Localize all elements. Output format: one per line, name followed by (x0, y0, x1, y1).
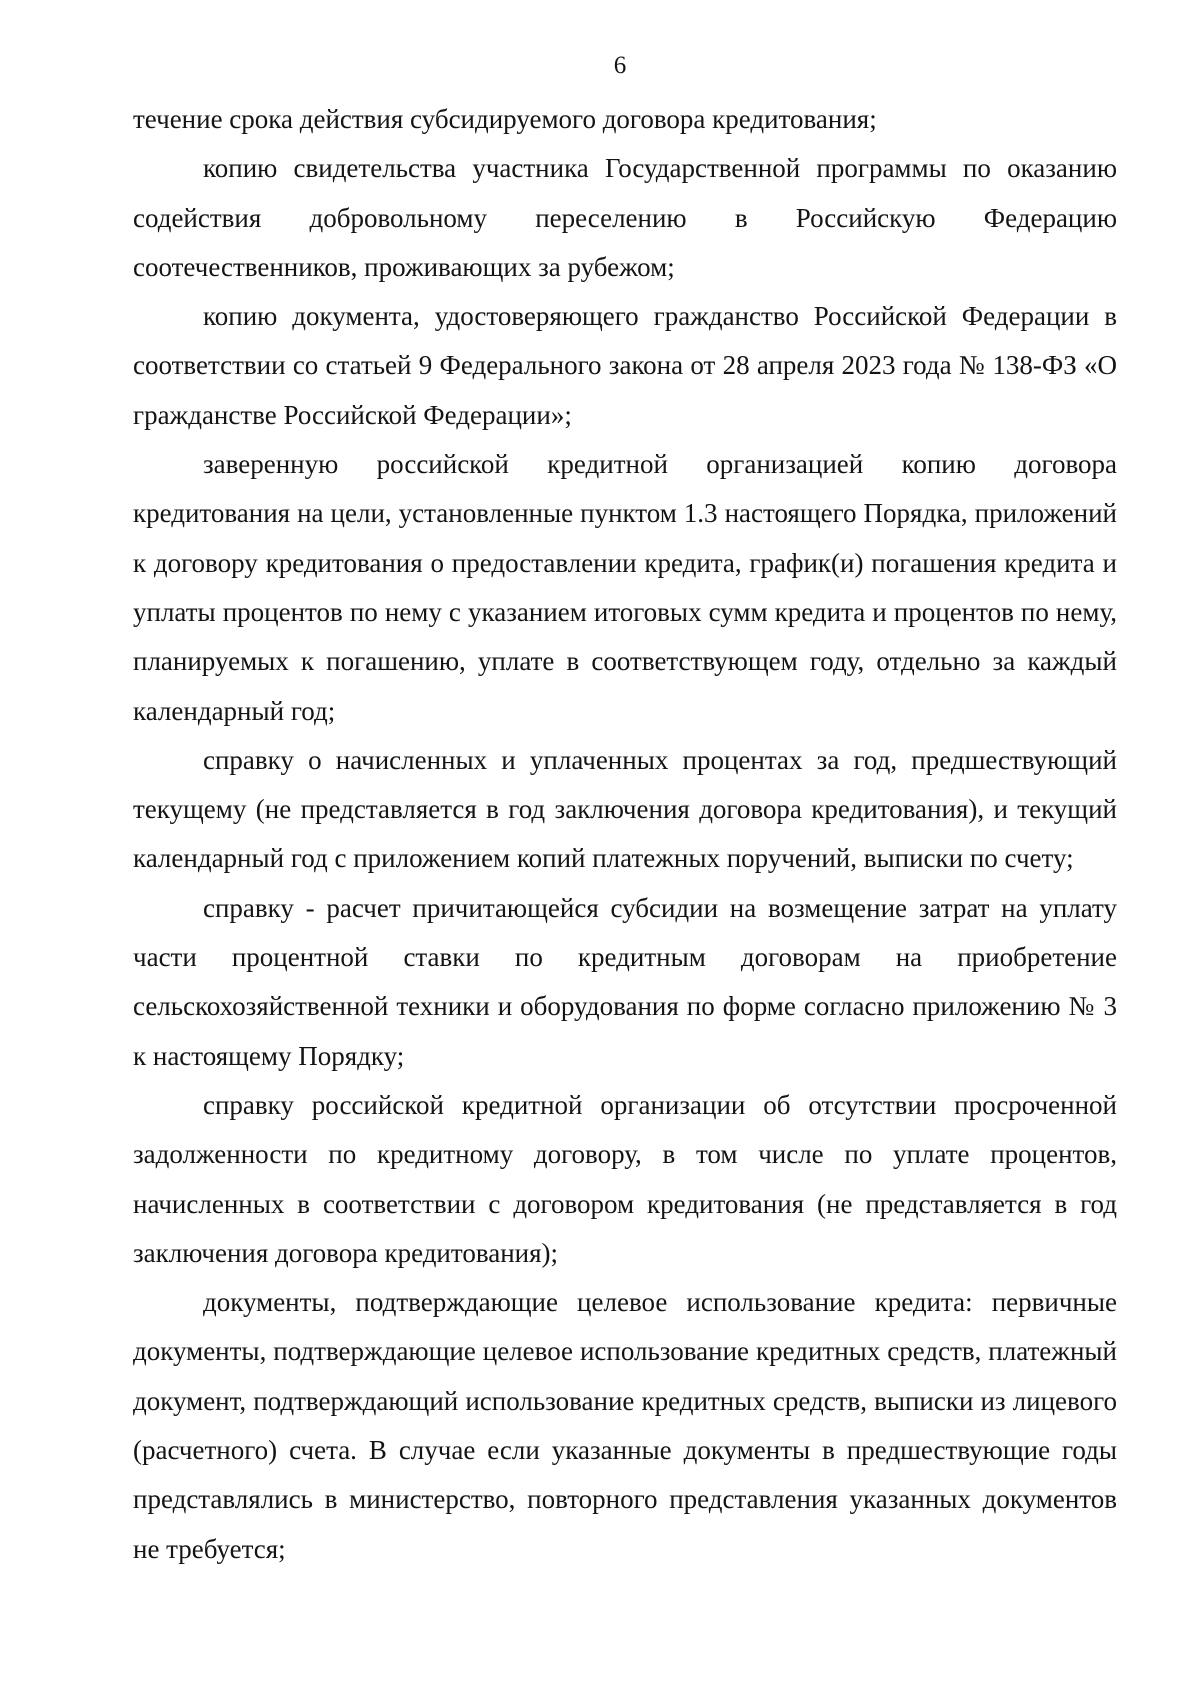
page-number: 6 (613, 52, 627, 79)
paragraph-resettlement-certificate: копию свидетельства участника Государственной программы по оказанию содействия добровольному переселению в Российскую Федерацию соотечественников, проживающих за рубежом; (133, 153, 1117, 282)
document-body (133, 95, 1117, 1574)
paragraph-no-overdue-debt: справку российской кредитной организации об отсутствии просроченной задолженности по кредитному договору, в том числе по уплате процентов, начисленных в соответствии с договором кредитования (не представляется в год заключения договора кредитования); (133, 1089, 1117, 1268)
paragraph-loan-agreement-copy: заверенную российской кредитной организацией копию договора кредитования на цели, установленные пунктом 1.3 настоящего Порядка, приложений к договору кредитования о предоставлении кредита, график(и) погашения кредита и уплаты процентов по нему с указанием итоговых сумм кредита и процентов по нему, планируемых к погашению, уплате в соответствующем году, отдельно за каждый календарный год; (133, 449, 1117, 726)
paragraph-target-use-documents: документы, подтверждающие целевое использование кредита: первичные документы, подтверждающие целевое использование кредитных средств, платежный документ, подтверждающий использование кредитных средств, выписки из лицевого (расчетного) счета. В случае если указанные документы в предшествующие годы представлялись в министерство, повторного представления указанных документов не требуется; (133, 1287, 1117, 1564)
paragraph-citizenship-document: копию документа, удостоверяющего гражданство Российской Федерации в соответствии со статьей 9 Федерального закона от 28 апреля 2023 года № 138-ФЗ «О гражданстве Российской Федерации»; (133, 301, 1117, 430)
paragraph-loan-term-continuation: течение срока действия субсидируемого договора кредитования; (133, 104, 877, 134)
paragraph-interest-statement: справку о начисленных и уплаченных процентах за год, предшествующий текущему (не представляется в год заключения договора кредитования), и текущий календарный год с приложением копий платежных поручений, выписки по счету; (133, 744, 1117, 874)
paragraph-subsidy-calculation: справку - расчет причитающейся субсидии на возмещение затрат на уплату части процентной ставки по кредитным договорам на приобретение сельскохозяйственной техники и оборудования по форме согласно приложению № 3 к настоящему Порядку; (133, 892, 1117, 1071)
